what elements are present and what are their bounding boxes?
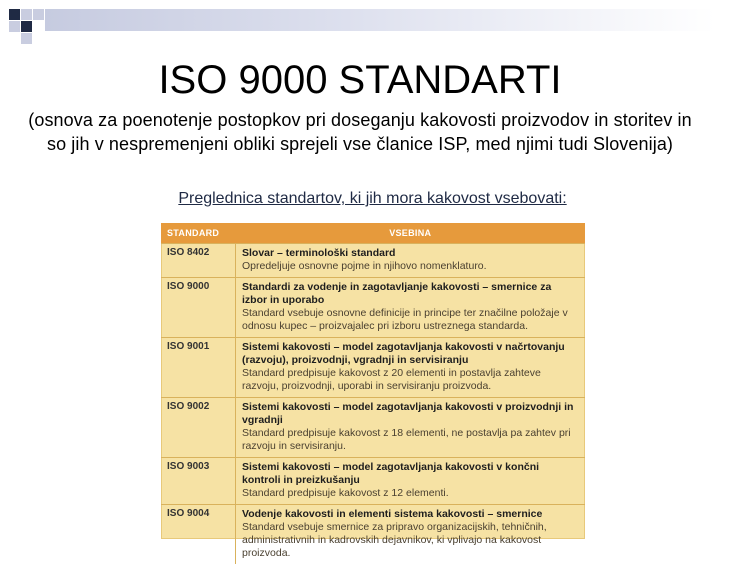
standard-title: Slovar – terminološki standard <box>242 247 579 260</box>
table-header-row <box>161 223 585 244</box>
decor-square <box>21 21 32 32</box>
table-row <box>161 505 585 564</box>
slide-subtitle: (osnova za poenotenje postopkov pri doseganju kakovosti proizvodov in storitev in so jih v nespremenjeni obliki sprejeli vse članice ISP, med njimi tudi Slovenija) <box>20 108 700 156</box>
decor-square <box>33 9 44 20</box>
standards-table-image <box>161 223 585 539</box>
header-gradient-bar <box>45 9 715 31</box>
decor-square <box>21 33 32 44</box>
standard-code: ISO 9000 <box>161 278 236 338</box>
standard-content <box>236 398 586 458</box>
standard-code: ISO 9003 <box>161 458 236 505</box>
table-row <box>161 278 585 338</box>
standard-content <box>236 244 586 278</box>
standard-content <box>236 278 586 338</box>
standards-table <box>161 223 585 564</box>
standard-description: Opredeljuje osnovne pojme in njihovo nomenklaturo. <box>242 260 579 273</box>
decor-square <box>9 21 20 32</box>
standard-code: ISO 9001 <box>161 338 236 398</box>
decor-square <box>9 9 20 20</box>
standard-title: Standardi za vodenje in zagotavljanje kakovosti – smernice za izbor in uporabo <box>242 281 579 307</box>
standard-title: Sistemi kakovosti – model zagotavljanja kakovosti v končni kontroli in preizkušanju <box>242 461 579 487</box>
table-row <box>161 458 585 505</box>
standard-title: Vodenje kakovosti in elementi sistema kakovosti – smernice <box>242 508 579 521</box>
standard-description: Standard vsebuje osnovne definicije in principe ter značilne položaje v odnosu kupec – proizvajalec pri izboru ustreznega standarda. <box>242 307 579 333</box>
standard-description: Standard predpisuje kakovost z 12 elementi. <box>242 487 579 500</box>
table-row <box>161 398 585 458</box>
standard-code: ISO 9004 <box>161 505 236 564</box>
table-heading-link[interactable]: Preglednica standartov, ki jih mora kakovost vsebovati: <box>0 190 745 208</box>
standard-title: Sistemi kakovosti – model zagotavljanja kakovosti v načrtovanju (razvoju), proizvodnji, vgradnji in servisiranju <box>242 341 579 367</box>
column-header-content: VSEBINA <box>236 223 586 244</box>
table-row <box>161 338 585 398</box>
decor-square <box>21 9 32 20</box>
standard-description: Standard predpisuje kakovost z 18 elementi, ne postavlja pa zahtev pri razvoju in servisiranju. <box>242 427 579 453</box>
standard-description: Standard vsebuje smernice za pripravo organizacijskih, tehničnih, administrativnih in kadrovskih dejavnikov, ki vplivajo na kakovost proizvoda. <box>242 521 579 560</box>
standard-title: Sistemi kakovosti – model zagotavljanja kakovosti v proizvodnji in vgradnji <box>242 401 579 427</box>
column-header-standard: STANDARD <box>161 223 236 244</box>
standard-code: ISO 9002 <box>161 398 236 458</box>
standard-code: ISO 8402 <box>161 244 236 278</box>
standard-content <box>236 458 586 505</box>
standard-description: Standard predpisuje kakovost z 20 elementi in postavlja zahteve razvoju, proizvodnji, uporabi in servisiranju proizvoda. <box>242 367 579 393</box>
slide-title: ISO 9000 STANDARTI <box>0 58 720 103</box>
table-row <box>161 244 585 278</box>
standard-content <box>236 505 586 564</box>
standard-content <box>236 338 586 398</box>
